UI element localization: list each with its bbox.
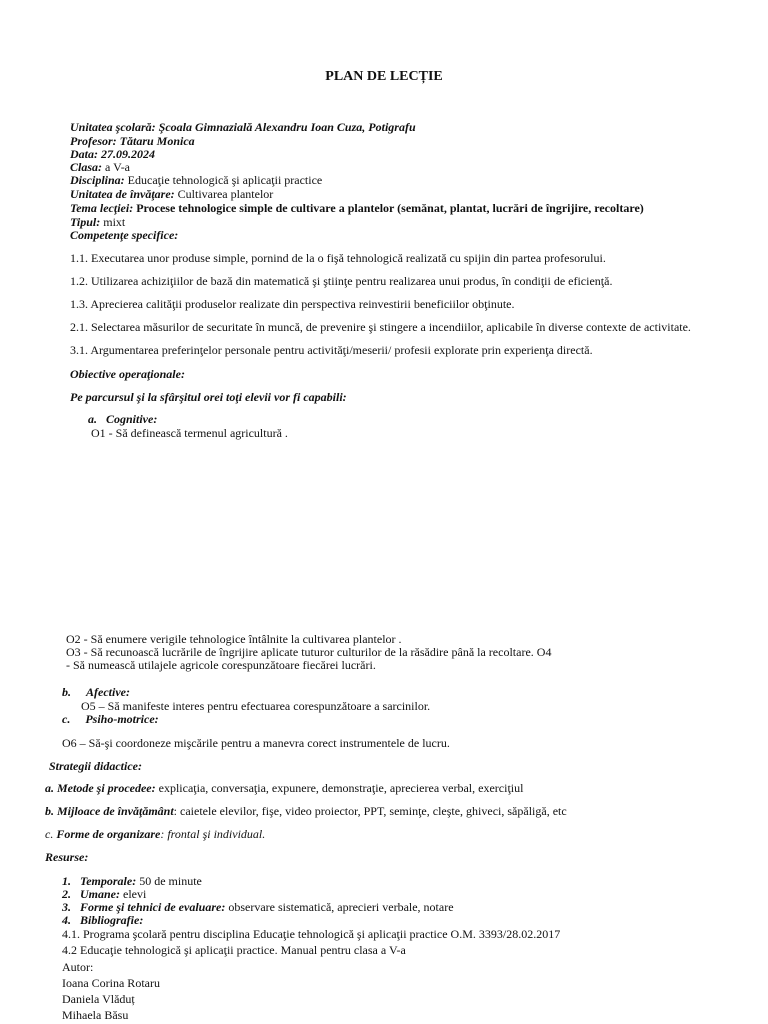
tema-label: Tema lecţiei: bbox=[70, 201, 134, 215]
strategii-forme bbox=[45, 827, 265, 841]
psiho-marker: c. bbox=[62, 712, 71, 726]
competenta-item: 3.1. Argumentarea preferinţelor personale pentru activităţi/meserii/ profesii explorate prin experienţa directă. bbox=[70, 343, 593, 357]
author-name: Ioana Corina Rotaru bbox=[62, 976, 160, 990]
resursa-value: 50 de minute bbox=[139, 874, 202, 888]
resursa-num: 1. bbox=[62, 874, 71, 888]
header-clasa bbox=[70, 160, 130, 174]
objective-o6: O6 – Să-şi coordoneze mişcările pentru a manevra corect instrumentele de lucru. bbox=[62, 736, 450, 750]
competenta-item: 1.1. Executarea unor produse simple, pornind de la o fişă tehnologică realizată cu spijin din partea profesorului. bbox=[70, 251, 606, 265]
header-data bbox=[70, 147, 155, 161]
data-label: Data: bbox=[70, 147, 98, 161]
objective-o3: O3 - Să recunoască lucrările de îngrijire aplicate tuturor culturilor de la răsădire până la recoltare. O4 bbox=[66, 645, 552, 659]
header-disciplina bbox=[70, 173, 322, 187]
strategii-mijloace bbox=[45, 804, 567, 818]
header-unitate-invatare bbox=[70, 187, 273, 201]
bibliografie-item: 4.1. Programa şcolară pentru disciplina Educaţie tehnologică şi aplicaţii practice O.M. 3393/28.02.2017 bbox=[62, 927, 561, 941]
clasa-label: Clasa: bbox=[70, 160, 103, 174]
mijloace-label: b. Mijloace de învăţământ bbox=[45, 804, 174, 818]
tema-value: Procese tehnologice simple de cultivare a plantelor (semănat, plantat, lucrări de îngrijire, recoltare) bbox=[136, 201, 644, 215]
unitate-label: Unitatea şcolară: bbox=[70, 120, 156, 134]
page-title: PLAN DE LECȚIE bbox=[325, 69, 443, 84]
resurse-heading: Resurse: bbox=[45, 850, 89, 864]
cognitive-marker: a. bbox=[88, 412, 97, 426]
unitate-invatare-label: Unitatea de învăţare: bbox=[70, 187, 175, 201]
resursa-num: 4. bbox=[62, 913, 71, 927]
resursa-label: Temporale: bbox=[80, 874, 137, 888]
bibliografie-item: 4.2 Educaţie tehnologică şi aplicaţii practice. Manual pentru clasa a V-a bbox=[62, 943, 406, 957]
resursa-num: 3. bbox=[62, 900, 71, 914]
author-name: Daniela Vlăduț bbox=[62, 992, 135, 1006]
obiective-heading: Obiective operaţionale: bbox=[70, 367, 185, 381]
unitate-invatare-value: Cultivarea plantelor bbox=[177, 187, 274, 201]
competenta-item: 1.3. Aprecierea calităţii produselor realizate din perspectiva reinvestirii beneficiilor obţinute. bbox=[70, 297, 515, 311]
disciplina-label: Disciplina: bbox=[70, 173, 125, 187]
objective-o4: - Să numească utilajele agricole corespunzătoare fiecărei lucrări. bbox=[66, 658, 376, 672]
unitate-value: Şcoala Gimnazială Alexandru Ioan Cuza, Potigrafu bbox=[158, 120, 416, 134]
competenta-item: 1.2. Utilizarea achiziţiilor de bază din matematică şi ştiinţe pentru realizarea unui produs, în condiţii de eficienţă. bbox=[70, 274, 613, 288]
afective-heading bbox=[62, 685, 130, 699]
forme-label: Forme de organizare bbox=[56, 827, 161, 841]
resursa-item bbox=[62, 913, 143, 927]
metode-label: a. Metode şi procedee: bbox=[45, 781, 156, 795]
header-unitate bbox=[70, 120, 416, 134]
header-tipul bbox=[70, 215, 125, 229]
resursa-num: 2. bbox=[62, 887, 71, 901]
afective-label: Afective: bbox=[86, 685, 130, 699]
header-profesor bbox=[70, 134, 195, 148]
profesor-value: Tătaru Monica bbox=[119, 134, 195, 148]
objective-o5: O5 – Să manifeste interes pentru efectuarea corespunzătoare a sarcinilor. bbox=[81, 699, 431, 713]
mijloace-value: : caietele elevilor, fişe, video proiector, PPT, seminţe, cleşte, ghiveci, săpăligă, etc bbox=[173, 804, 567, 818]
tipul-value: mixt bbox=[103, 215, 126, 229]
header-tema bbox=[70, 201, 644, 215]
resursa-item bbox=[62, 887, 146, 901]
objective-o2: O2 - Să enumere verigile tehnologice întâlnite la cultivarea plantelor . bbox=[66, 632, 402, 646]
resursa-label: Umane: bbox=[80, 887, 120, 901]
autor-label: Autor: bbox=[62, 960, 94, 974]
psiho-label: Psiho-motrice: bbox=[85, 712, 159, 726]
disciplina-value: Educaţie tehnologică şi aplicaţii practice bbox=[127, 173, 323, 187]
data-value: 27.09.2024 bbox=[101, 147, 155, 161]
cognitive-label: Cognitive: bbox=[106, 412, 158, 426]
resursa-value: observare sistematică, aprecieri verbale, notare bbox=[228, 900, 454, 914]
afective-marker: b. bbox=[62, 685, 71, 699]
clasa-value: a V-a bbox=[105, 160, 131, 174]
resursa-label: Bibliografie: bbox=[80, 913, 144, 927]
strategii-metode bbox=[45, 781, 523, 795]
competenta-item: 2.1. Selectarea măsurilor de securitate în muncă, de prevenire şi stingere a incendiilor, aplicabile în diverse contexte de activitate. bbox=[70, 320, 691, 334]
competente-heading: Competenţe specifice: bbox=[70, 228, 179, 242]
tipul-label: Tipul: bbox=[70, 215, 101, 229]
forme-marker: c. bbox=[45, 827, 54, 841]
resursa-value: elevi bbox=[123, 887, 147, 901]
resursa-label: Forme şi tehnici de evaluare: bbox=[80, 900, 226, 914]
obiective-intro: Pe parcursul şi la sfârşitul orei toţi elevii vor fi capabili: bbox=[70, 390, 347, 404]
resursa-item bbox=[62, 900, 454, 914]
author-name: Mihaela Băsu bbox=[62, 1008, 129, 1022]
metode-value: explicaţia, conversaţia, expunere, demonstraţie, aprecierea verbal, exerciţiul bbox=[158, 781, 524, 795]
forme-value: : frontal şi individual. bbox=[160, 827, 266, 841]
psiho-heading bbox=[62, 712, 159, 726]
profesor-label: Profesor: bbox=[70, 134, 117, 148]
strategii-heading: Strategii didactice: bbox=[49, 759, 142, 773]
resursa-item bbox=[62, 874, 202, 888]
objective-o1: O1 - Să definească termenul agricultură . bbox=[91, 426, 288, 440]
cognitive-heading bbox=[88, 412, 157, 426]
